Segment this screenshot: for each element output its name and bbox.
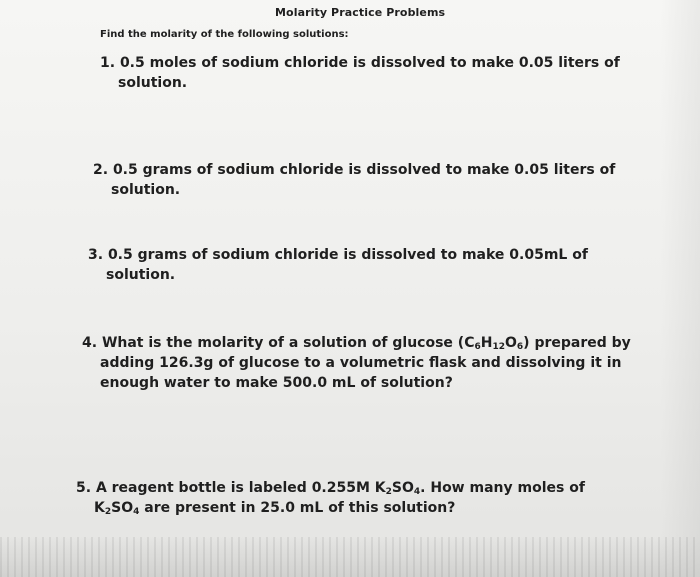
problem-1-line-2: solution. <box>118 75 188 91</box>
problem-2 <box>93 160 616 200</box>
page-bottom-edge <box>0 537 700 577</box>
problem-5-line-2: $K_2SO_4$ are present in 25.0 mL of this solution? <box>94 500 456 517</box>
instruction-text: Find the molarity of the following solutions: <box>100 29 349 40</box>
problem-2-line-1: 2. 0.5 grams of sodium chloride is dissolved to make 0.05 liters of <box>93 162 616 178</box>
problem-1 <box>100 53 620 93</box>
problem-4-line-3: enough water to make 500.0 mL of solution? <box>100 375 453 391</box>
problem-5-line-1: 5. A reagent bottle is labeled 0.255M $K_2SO_4$. How many moles of <box>76 480 585 497</box>
problem-2-line-2: solution. <box>111 182 181 198</box>
problem-5 <box>76 478 585 518</box>
problem-3 <box>88 245 588 285</box>
page-title: Molarity Practice Problems <box>275 6 446 19</box>
page-shadow <box>660 0 700 577</box>
problem-4 <box>82 333 631 393</box>
problem-3-line-2: solution. <box>106 267 176 283</box>
problem-4-line-1: 4. What is the molarity of a solution of glucose $(C_6H_{12}O_6)$ prepared by <box>82 335 631 352</box>
problem-1-line-1: 1. 0.5 moles of sodium chloride is dissolved to make 0.05 liters of <box>100 55 620 71</box>
problem-4-line-2: adding 126.3g of glucose to a volumetric flask and dissolving it in <box>100 355 622 371</box>
problem-3-line-1: 3. 0.5 grams of sodium chloride is dissolved to make 0.05mL of <box>88 247 588 263</box>
